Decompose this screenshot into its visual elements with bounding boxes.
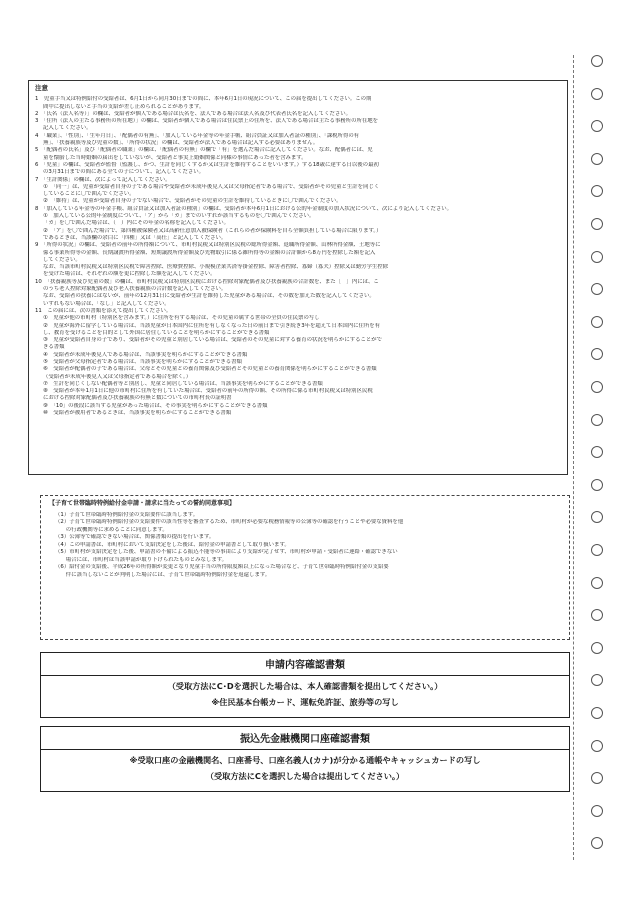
note-line: 記入してください。: [43, 125, 92, 132]
note-line: ④ 受給者が未成年後見人である場合は、当該事実を明らかにすることができる書類: [43, 351, 248, 358]
note-line: ② 「ア」を〇で囲んだ場合で、第四種被保険者又は高齢任意加入被保険者（これらの者が保険料を自ら全額負担している場合に限ります。）: [43, 227, 382, 234]
note-line: 7 「生計関係」の欄は、次によって記入してください。: [35, 176, 171, 183]
note-line: ① 児童が他の市町村（特別区を含みます。）に住所を有する場合は、その児童の属する世帯の全員の住民票の写し: [43, 315, 320, 322]
identity-docs-examples: ※住民基本台帳カード、運転免許証、旅券等の写し: [211, 697, 399, 707]
note-line: なお、当該市町村民税又は特別区民税で障害控除、医療費控除、小規模企業共済等掛金控除、障害者控除、寡婦（寡夫）控除又は勤労学生控除: [43, 264, 389, 271]
punch-hole: [591, 414, 603, 426]
punch-hole: [591, 577, 603, 589]
note-line: を受けた場合は、それぞれの額を更に控除した額を記入してください。: [43, 271, 216, 278]
punch-hole: [591, 740, 603, 752]
consent-line: （2）子育て世帯臨時特例給付金の支給要件の該当性等を審査するため、市町村が必要な税務情報等の公簿等の確認を行うことや必要な資料を他: [55, 519, 404, 525]
punch-hole: [591, 707, 603, 719]
note-line: ⑥ 受給者が配偶者の子である場合は、父母とその児童との養育関係及び受給者とその児童との養育関係を明らかにすることができる書類: [43, 366, 377, 373]
note-line: ⑨ 「10」の後段に該当する児童があった場合は、その事実を明らかにすることができる書類: [43, 402, 268, 409]
note-line: 9 「所得の状況」の欄は、受給者の前年の所得額について、市町村民税又は特別区民税の総所得金額、退職所得金額、山林所得金額、土地等に: [35, 242, 381, 249]
punch-hole: [591, 218, 603, 230]
identity-docs-box: [40, 652, 570, 718]
note-line: （受給者が未成年後見人又は父母指定者である場合を除く。）: [43, 373, 192, 380]
punch-hole: [591, 772, 603, 784]
note-line: の3月31日までの間にある全ての子について、記入してください。: [43, 169, 205, 176]
note-line: における控除対象配偶者及び扶養親族の有無と数についての市町村長の証明書: [43, 395, 232, 402]
consent-section: [40, 495, 570, 640]
note-line: のうち老人控除対象配偶者及び老人扶養親族の合計数を記入してください。: [43, 286, 227, 293]
note-line: ② 児童が海外に留学している場合は、当該児童が日本国内に住所を有しなくなった日の前日まで引き続き3年を超えて日本国内に住所を有: [43, 322, 381, 329]
punch-hole: [591, 479, 603, 491]
consent-line: 件に該当しないことが判明した場合には、子育て世帯臨時特例給付金を返還します。: [55, 571, 271, 578]
consent-body: [49, 512, 561, 580]
punch-hole: [591, 251, 603, 263]
consent-line: （1）子育て世帯臨時特例給付金の支給要件に該当します。: [55, 511, 199, 518]
notes-body: [35, 96, 561, 417]
note-line: ⑤ 受給者が父母指定者である場合は、当該事実を明らかにすることができる書類: [43, 358, 242, 365]
note-line: 1 児童手当又は特例給付の受給者は、6月1日から同月30日までの間に、本年6月1日の現況について、この届を提出してください。この期: [35, 96, 372, 103]
note-line: いずれもない場合は、「なし」と記入してください。: [43, 300, 170, 307]
note-line: 2 「氏名（法人名等）」の欄は、受給者が個人である場合は氏名を、法人である場合は法人名及び代表者氏名を記入してください。: [35, 110, 352, 117]
bank-docs-instruction: ※受取口座の金融機関名、口座番号、口座名義人(カナ)が分かる通帳やキャッシュカードの写し: [129, 755, 481, 765]
perforation-line: [573, 55, 574, 860]
consent-line: 場合には、市町村は当該申請が取り下げられたものとみなします。: [55, 556, 228, 563]
consent-line: （4）この申請書は、市町村において支給決定をした後は、給付金の申請書として取り扱います。: [55, 541, 290, 548]
bank-docs-condition: （受取方法にCを選択した場合は提出してください。）: [205, 771, 405, 781]
note-line: 11 この届には、次の書類を添えて提出してください。: [35, 307, 172, 314]
punch-hole: [591, 55, 603, 67]
note-line: ⑩ 受給者が被用者であるときは、当該事実を明らかにすることができる書類: [43, 410, 232, 417]
note-line: 6 「児童」の欄は、受給者が監督（監護し、かつ、生計を同じくするか又は生計を維持することをいいます。）する18歳に達する日以後の最初: [35, 161, 379, 168]
punch-hole: [591, 446, 603, 458]
punch-hole: [591, 120, 603, 132]
punch-hole: [591, 642, 603, 654]
bank-docs-title: 振込先金融機関口座確認書類: [41, 730, 569, 750]
punch-hole: [591, 544, 603, 556]
note-line: ② 「維持」は、児童が受給者自身の子でない場合で、受給者がその児童の生計を維持しているときに〇で囲んでください。: [43, 198, 342, 205]
punch-hole: [591, 674, 603, 686]
note-line: 童を懐胎した当時婚姻の届出をしていないが、受給者と事実上婚姻関係と同様の事情にあった者を含みます。: [43, 154, 307, 161]
note-line: 8 「加入している年金等の年金手帳、組合員証又は加入者証の種別」の欄は、受給者が本年6月1日における公的年金制度の加入状況について、次により記入してください。: [35, 205, 453, 212]
punch-hole: [591, 88, 603, 100]
note-line: し、教育を受けることを目的として外国に居住していることを明らかにすることができる書類: [43, 329, 270, 336]
note-line: 無」、「扶養親族等及び児童の数」、「所得の状況」の欄は、受給者が法人である場合は記入する必要はありません。: [43, 140, 319, 147]
punch-hole: [591, 511, 603, 523]
punch-hole: [591, 805, 603, 817]
note-line: 4 「職業」、「性別」、「生年月日」、「配偶者の有無」、「加入している年金等の年金手帳、組合員証又は加入者証の種別」、「課税所得の有: [35, 132, 360, 139]
note-line: 3 「住所（法人の主たる事務所の所在地）」の欄は、受給者が個人である場合は住民票上の住所を、法人である場合は主たる事務所の所在地を: [35, 118, 379, 125]
punch-holes: [591, 55, 609, 855]
note-line: であるときは、当該欄の余白に「四種」又は「高任」と記入してください。: [43, 234, 227, 241]
punch-hole: [591, 185, 603, 197]
note-line: 間中に提出しないと手当の支給が差し止められることがあります。: [43, 103, 205, 110]
punch-hole: [591, 153, 603, 165]
consent-line: の行政機関等に求めることに同意します。: [55, 526, 168, 533]
notes-section: [28, 80, 568, 475]
note-line: ⑧ 受給者が本年1月1日に他の市町村に住所を有していた場合は、受給者の前年の所得の額、その所得に係る市町村民税又は特別区民税: [43, 388, 373, 395]
note-line: ⑦ 生計を同じくしない配偶者等と別居し、児童と同居している場合は、当該事実を明らかにすることができる書類: [43, 380, 323, 387]
note-line: ① 「同一」は、児童が受給者自身の子である場合や受給者が未成年後見人又は父母指定者である場合で、受給者がその児童と生計を同じく: [43, 183, 380, 190]
note-line: してください。: [43, 256, 81, 263]
punch-hole: [591, 609, 603, 621]
note-line: 「カ」を〇で囲んだ場合は、（ ）内にその年金の名称を記入してください。: [43, 220, 229, 227]
notes-heading: 注意: [35, 84, 48, 92]
consent-line: （5）市町村が支給決定をした後、申請書の不備による振込不能等の事由により支給が完了せず、市町村が申請・受給者に連絡・確認できない: [55, 549, 398, 555]
bank-docs-box: [40, 726, 570, 792]
note-line: ① 加入している公的年金制度について、「ア」から「カ」までのいずれか該当するものを〇で囲んでください。: [43, 213, 315, 220]
note-line: なお、受給者の扶養にはないが、前年の12月31日に受給者が生計を維持した児童がある場合は、その数を加えた数を記入してください。: [43, 293, 375, 300]
note-line: 係る事業所得等の金額、長期譲渡所得金額、短期譲渡所得金額及び先物取引に係る雑所得等の金額の合計額から8万円を控除した額を記入: [43, 249, 376, 256]
consent-line: （6）給付金の支給後、平成26年の所得額が変更となり児童手当の所得限度額以上になった場合など、子育て世帯臨時特例給付金の支給要: [55, 564, 389, 570]
punch-hole: [591, 381, 603, 393]
identity-docs-instruction: （受取方法にC･Dを選択した場合は、本人確認書類を提出してください。）: [167, 681, 443, 691]
punch-hole: [591, 283, 603, 295]
punch-hole: [591, 837, 603, 849]
note-line: きる書類: [43, 344, 65, 351]
consent-line: （3）公簿等で確認できない場合は、関係書類の提出を行います。: [55, 534, 215, 540]
note-line: していることに〇で囲んでください。: [43, 191, 135, 198]
consent-title: 【子育て世帯臨時特例給付金申請・請求に当たっての誓約同意事項】: [49, 500, 236, 507]
punch-hole: [591, 348, 603, 360]
identity-docs-title: 申請内容確認書類: [41, 656, 569, 676]
note-line: 10 「扶養親族等及び児童の数」の欄は、市町村民税又は特別区民税における控除対象配偶者及び扶養親族の合計数を、また［ ］内には、こ: [35, 278, 379, 285]
punch-hole: [591, 316, 603, 328]
note-line: 5 「配偶者の氏名」及び「配偶者の職業」の欄は、「配偶者の有無」の欄で「有」を選んだ場合に記入してください。なお、配偶者には、児: [35, 147, 373, 154]
note-line: ③ 児童が受給者自身の子であり、受給者がその児童と別居している場合は、受給者のその児童に対する養育の状況を明らかにすることがで: [43, 337, 383, 344]
